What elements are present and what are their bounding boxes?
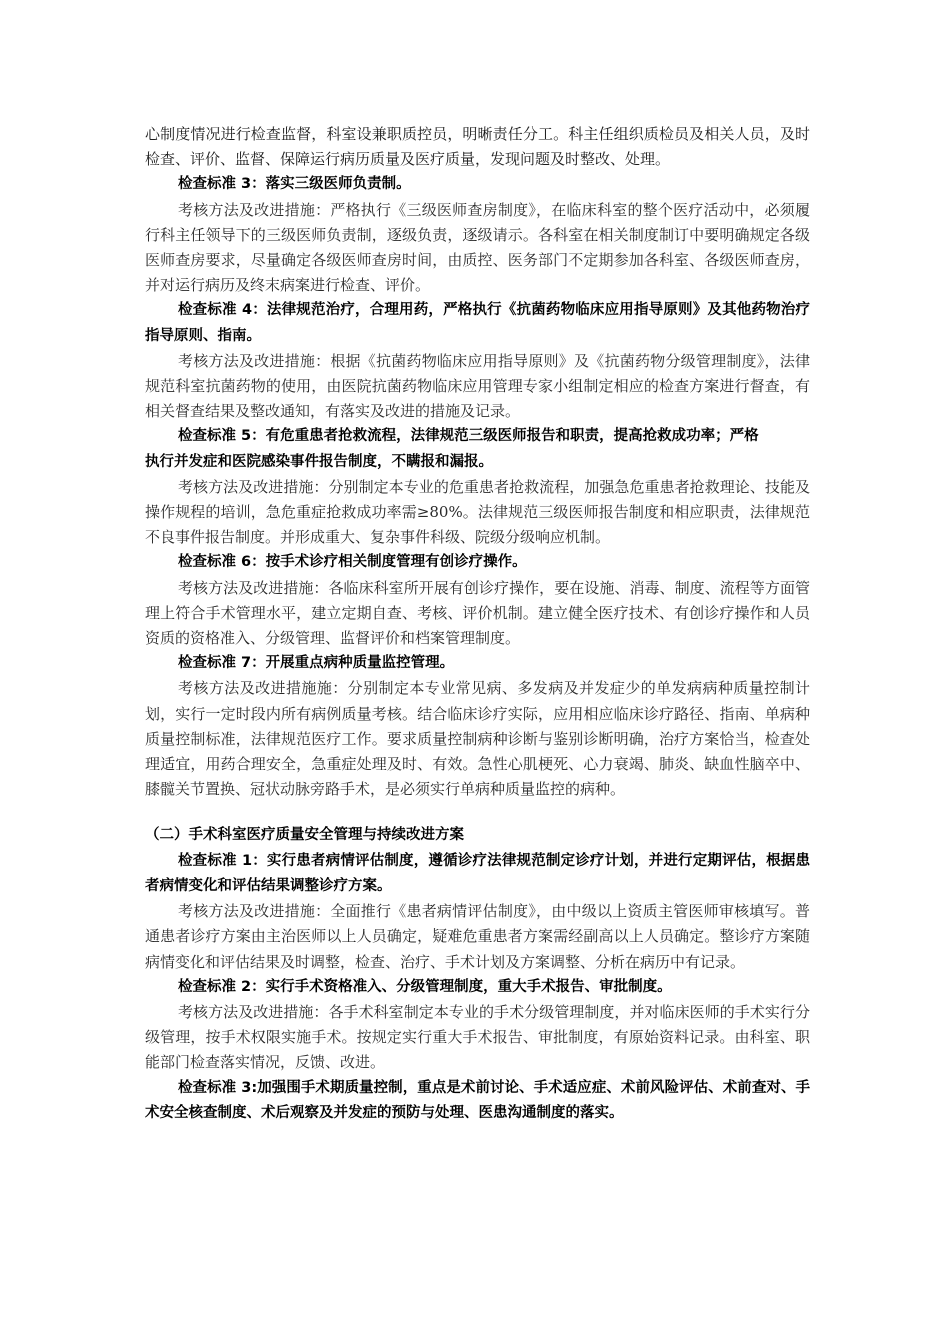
inspection-standard-5-line1: 检查标准 5：有危重患者抢救流程，法律规范三级医师报告和职责，提高抢救成功率；严格 <box>178 428 759 445</box>
assessment-method-6: 考核方法及改进措施：各临床科室所开展有创诊疗操作，要在设施、消毒、制度、流程等方面管理上符合手术管理水平，建立定期自查、考核、评价机制。建立健全医疗技术、有创诊疗操作和人员资质的资格准入、分级管理、监督评价和档案管理制度。 <box>145 578 810 648</box>
surgical-standard-2: 检查标准 2：实行手术资格准入、分级管理制度，重大手术报告、审批制度。 <box>178 978 672 995</box>
paragraph-continuation: 心制度情况进行检查监督，科室设兼职质控员，明晰责任分工。科主任组织质检员及相关人员，及时检查、评价、监督、保障运行病历质量及医疗质量，发现问题及时整改、处理。 <box>145 125 810 169</box>
inspection-standard-4: 检查标准 4：法律规范治疗，合理用药，严格执行《抗菌药物临床应用指导原则》及其他药物治疗指导原则、指南。 <box>145 302 810 344</box>
assessment-method-3: 考核方法及改进措施：严格执行《三级医师查房制度》，在临床科室的整个医疗活动中，必须履行科主任领导下的三级医师负责制，逐级负责，逐级请示。各科室在相关制度制订中要明确规定各级医师查房要求，尽量确定各级医师查房时间，由质控、医务部门不定期参加各科室、各级医师查房，并对运行病历及终末病案进行检查、评价。 <box>145 200 810 295</box>
assessment-method-5: 考核方法及改进措施：分别制定本专业的危重患者抢救流程，加强急危重患者抢救理论、技能及操作规程的培训，急危重症抢救成功率需≥80%。法律规范三级医师报告制度和相应职责，法律规范不良事件报告制度。并形成重大、复杂事件科级、院级分级响应机制。 <box>145 477 810 547</box>
assessment-method-7: 考核方法及改进措施施：分别制定本专业常见病、多发病及并发症少的单发病病种质量控制计划，实行一定时段内所有病例质量考核。结合临床诊疗实际，应用相应临床诊疗路径、指南、单病种质量控制标准，法律规范医疗工作。要求质量控制病种诊断与鉴别诊断明确，治疗方案恰当，检查处理适宜，用药合理安全，急重症处理及时、有效。急性心肌梗死、心力衰竭、肺炎、缺血性脑卒中、膝髋关节置换、冠状动脉旁路手术，是必须实行单病种质量监控的病种。 <box>145 679 810 799</box>
assessment-method-4: 考核方法及改进措施：根据《抗菌药物临床应用指导原则》及《抗菌药物分级管理制度》，法律规范科室抗菌药物的使用，由医院抗菌药物临床应用管理专家小组制定相应的检查方案进行督查，有相关督查结果及整改通知，有落实及改进的措施及记录。 <box>145 351 810 421</box>
inspection-standard-6: 检查标准 6：按手术诊疗相关制度管理有创诊疗操作。 <box>178 554 527 571</box>
inspection-standard-5-line2: 执行并发症和医院感染事件报告制度，不瞒报和漏报。 <box>145 453 493 470</box>
surgical-standard-3: 检查标准 3:加强围手术期质量控制，重点是术前讨论、手术适应症、术前风险评估、术前查对、手术安全核查制度、术后观察及并发症的预防与处理、医患沟通制度的落实。 <box>145 1079 810 1121</box>
inspection-standard-7: 检查标准 7：开展重点病种质量监控管理。 <box>178 655 455 672</box>
document-body <box>145 122 810 1126</box>
surgical-method-1: 考核方法及改进措施：全面推行《患者病情评估制度》，由中级以上资质主管医师审核填写。普通患者诊疗方案由主治医师以上人员确定，疑难危重患者方案需经副高以上人员确定。整诊疗方案随病情变化和评估结果及时调整，检查、治疗、手术计划及方案调整、分析在病历中有记录。 <box>145 902 810 971</box>
surgical-method-2: 考核方法及改进措施：各手术科室制定本专业的手术分级管理制度，并对临床医师的手术实行分级管理，按手术权限实施手术。按规定实行重大手术报告、审批制度，有原始资料记录。由科室、职能部门检查落实情况，反馈、改进。 <box>145 1002 810 1072</box>
surgical-standard-1: 检查标准 1：实行患者病情评估制度，遵循诊疗法律规范制定诊疗计划，并进行定期评估，根据患者病情变化和评估结果调整诊疗方案。 <box>145 852 810 894</box>
inspection-standard-3: 检查标准 3：落实三级医师负责制。 <box>178 176 411 193</box>
section-title-surgical: （二）手术科室医疗质量安全管理与持续改进方案 <box>145 827 464 844</box>
